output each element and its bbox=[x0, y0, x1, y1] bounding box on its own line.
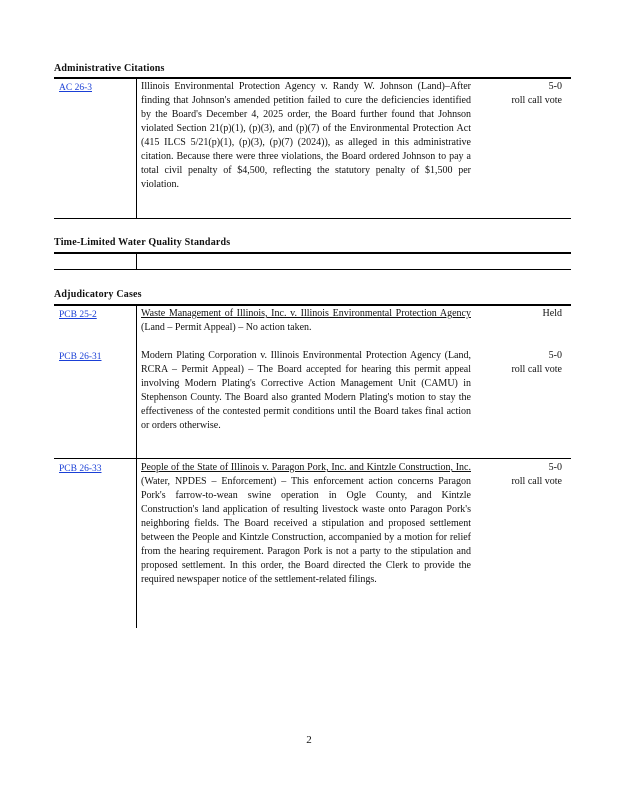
case-summary: (Water, NPDES – Enforcement) – This enforcement action concerns Paragon Pork's farrow-to-wean swine operation in Ogle County, and Kintzle Construction's land application of resulting livestock waste onto Paragon Pork's neighboring fields. The Board received a stipulation and proposed settlement between the People and Kintzle Construction, accompanied by a motion for relief from the hearing requirement. Paragon Pork is not a party to the stipulation and proposed settlement. In this order, the Board directed the Clerk to provide the required newspaper notice of the settlement-related filings. bbox=[141, 476, 471, 585]
vote-result bbox=[490, 349, 562, 377]
section-rule bbox=[54, 269, 571, 270]
section-rule bbox=[54, 252, 571, 254]
case-parties: People of the State of Illinois v. Paragon Pork, Inc. and Kintzle Construction, Inc. bbox=[141, 462, 471, 473]
section-heading-adjudicatory: Adjudicatory Cases bbox=[54, 289, 142, 300]
case-link-ac-26-3[interactable]: AC 26-3 bbox=[59, 83, 92, 93]
case-description: Illinois Environmental Protection Agency v. Randy W. Johnson (Land)–After finding that Johnson's amended petition failed to cure the deficiencies identified by the Board's December 4, 2025 order, the Board further found that Johnson violated Section 21(p)(1), (p)(3), and (p)(7) of the Environmental Protection Act (415 ILCS 5/21(p)(1), (p)(3), (p)(7) (2024)), as alleged in this administrative citation. Because there were three violations, the Board ordered Johnson to pay a total civil penalty of $4,500, reflecting the statutory penalty of $1,500 per violation. bbox=[141, 81, 471, 190]
vote-type: roll call vote bbox=[511, 95, 562, 106]
vote-count: 5-0 bbox=[548, 350, 562, 361]
case-link-pcb-25-2[interactable]: PCB 25-2 bbox=[59, 310, 97, 320]
vote-type: roll call vote bbox=[511, 476, 562, 487]
vote-result bbox=[490, 461, 562, 489]
section-rule bbox=[54, 304, 571, 306]
case-description: Modern Plating Corporation v. Illinois Environmental Protection Agency (Land, RCRA – Permit Appeal) – The Board accepted for hearing this permit appeal involving Modern Plating's Corrective Action Management Unit (CAMU) in Stephenson County. The Board also granted Modern Plating's motion to stay the effectiveness of the contested permit conditions until the Board takes final action or orders otherwise. bbox=[141, 350, 471, 431]
vote-count: Held bbox=[542, 308, 562, 319]
section-rule bbox=[54, 218, 571, 219]
vote-type: roll call vote bbox=[511, 364, 562, 375]
vote-result bbox=[490, 80, 562, 108]
vote-count: 5-0 bbox=[548, 81, 562, 92]
section-heading-administrative: Administrative Citations bbox=[54, 63, 165, 74]
column-divider bbox=[136, 254, 137, 269]
section-heading-time-limited: Time-Limited Water Quality Standards bbox=[54, 237, 231, 248]
column-divider bbox=[136, 79, 137, 219]
case-parties: Waste Management of Illinois, Inc. v. Illinois Environmental Protection Agency bbox=[141, 308, 471, 319]
case-description bbox=[141, 307, 471, 335]
case-description bbox=[141, 461, 471, 587]
row-divider bbox=[54, 458, 571, 459]
case-link-pcb-26-31[interactable]: PCB 26-31 bbox=[59, 352, 102, 362]
case-link-pcb-26-33[interactable]: PCB 26-33 bbox=[59, 464, 102, 474]
section-rule bbox=[54, 77, 571, 79]
column-divider bbox=[136, 306, 137, 628]
vote-count: 5-0 bbox=[548, 462, 562, 473]
case-summary: (Land – Permit Appeal) – No action taken. bbox=[141, 322, 312, 333]
page-number: 2 bbox=[306, 734, 312, 746]
vote-result bbox=[490, 307, 562, 321]
